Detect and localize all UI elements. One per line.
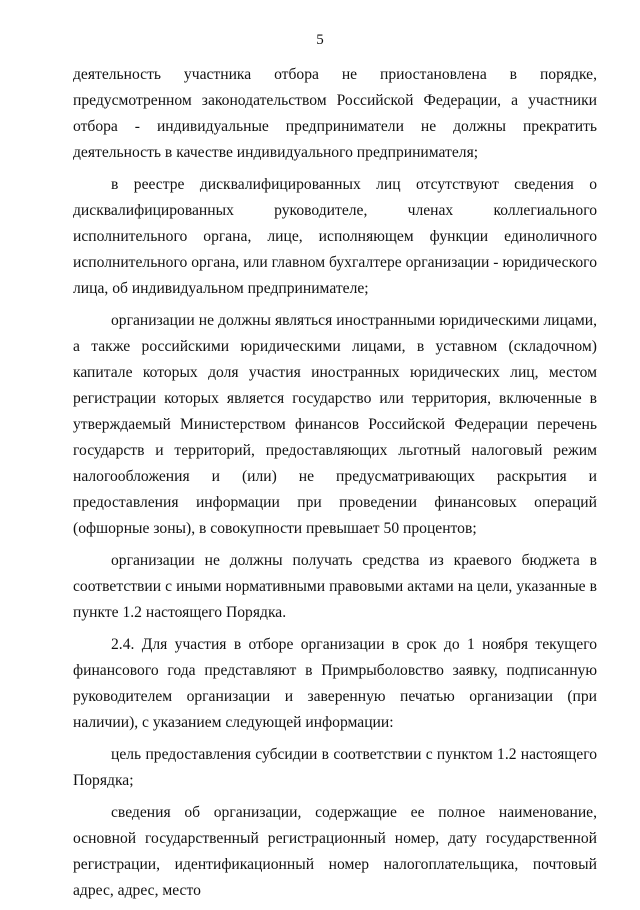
page-number: 5 xyxy=(316,32,324,48)
paragraph-disqualified-registry: в реестре дисквалифицированных лиц отсутствуют сведения о дисквалифицированных руководителе, членах коллегиального исполнительного органа, лице, исполняющем функции единоличного исполнительного органа, или главном бухгалтере организации - юридического лица, об индивидуальном предпринимателе; xyxy=(73,176,597,297)
paragraph-subsidy-purpose: цель предоставления субсидии в соответствии с пунктом 1.2 настоящего Порядка; xyxy=(73,746,597,789)
paragraph-organization-info: сведения об организации, содержащие ее полное наименование, основной государственный регистрационный номер, дату государственной регистрации, идентификационный номер налогоплательщика, почтовый адрес, адрес, место xyxy=(73,804,597,899)
paragraph-continuation: деятельность участника отбора не приостановлена в порядке, предусмотренном законодательством Российской Федерации, а участники отбора - индивидуальные предприниматели не должны прекратить деятельность в качестве индивидуального предпринимателя; xyxy=(73,66,597,161)
paragraph-regional-budget: организации не должны получать средства из краевого бюджета в соответствии с иными нормативными правовыми актами на цели, указанные в пункте 1.2 настоящего Порядка. xyxy=(73,552,597,621)
paragraph-foreign-entities: организации не должны являться иностранными юридическими лицами, а также российскими юридическими лицами, в уставном (складочном) капитале которых доля участия иностранных юридических лиц, местом регистрации которых является государство или территория, включенные в утверждаемый Министерством финансов Российской Федерации перечень государств и территорий, предоставляющих льготный налоговый режим налогообложения и (или) не предусматривающих раскрытия и предоставления информации при проведении финансовых операций (офшорные зоны), в совокупности превышает 50 процентов; xyxy=(73,312,597,537)
document-body xyxy=(73,62,597,910)
paragraph-clause-2-4: 2.4. Для участия в отборе организации в срок до 1 ноября текущего финансового года представляют в Примрыболовство заявку, подписанную руководителем организации и заверенную печатью организации (при наличии), с указанием следующей информации: xyxy=(73,636,597,731)
